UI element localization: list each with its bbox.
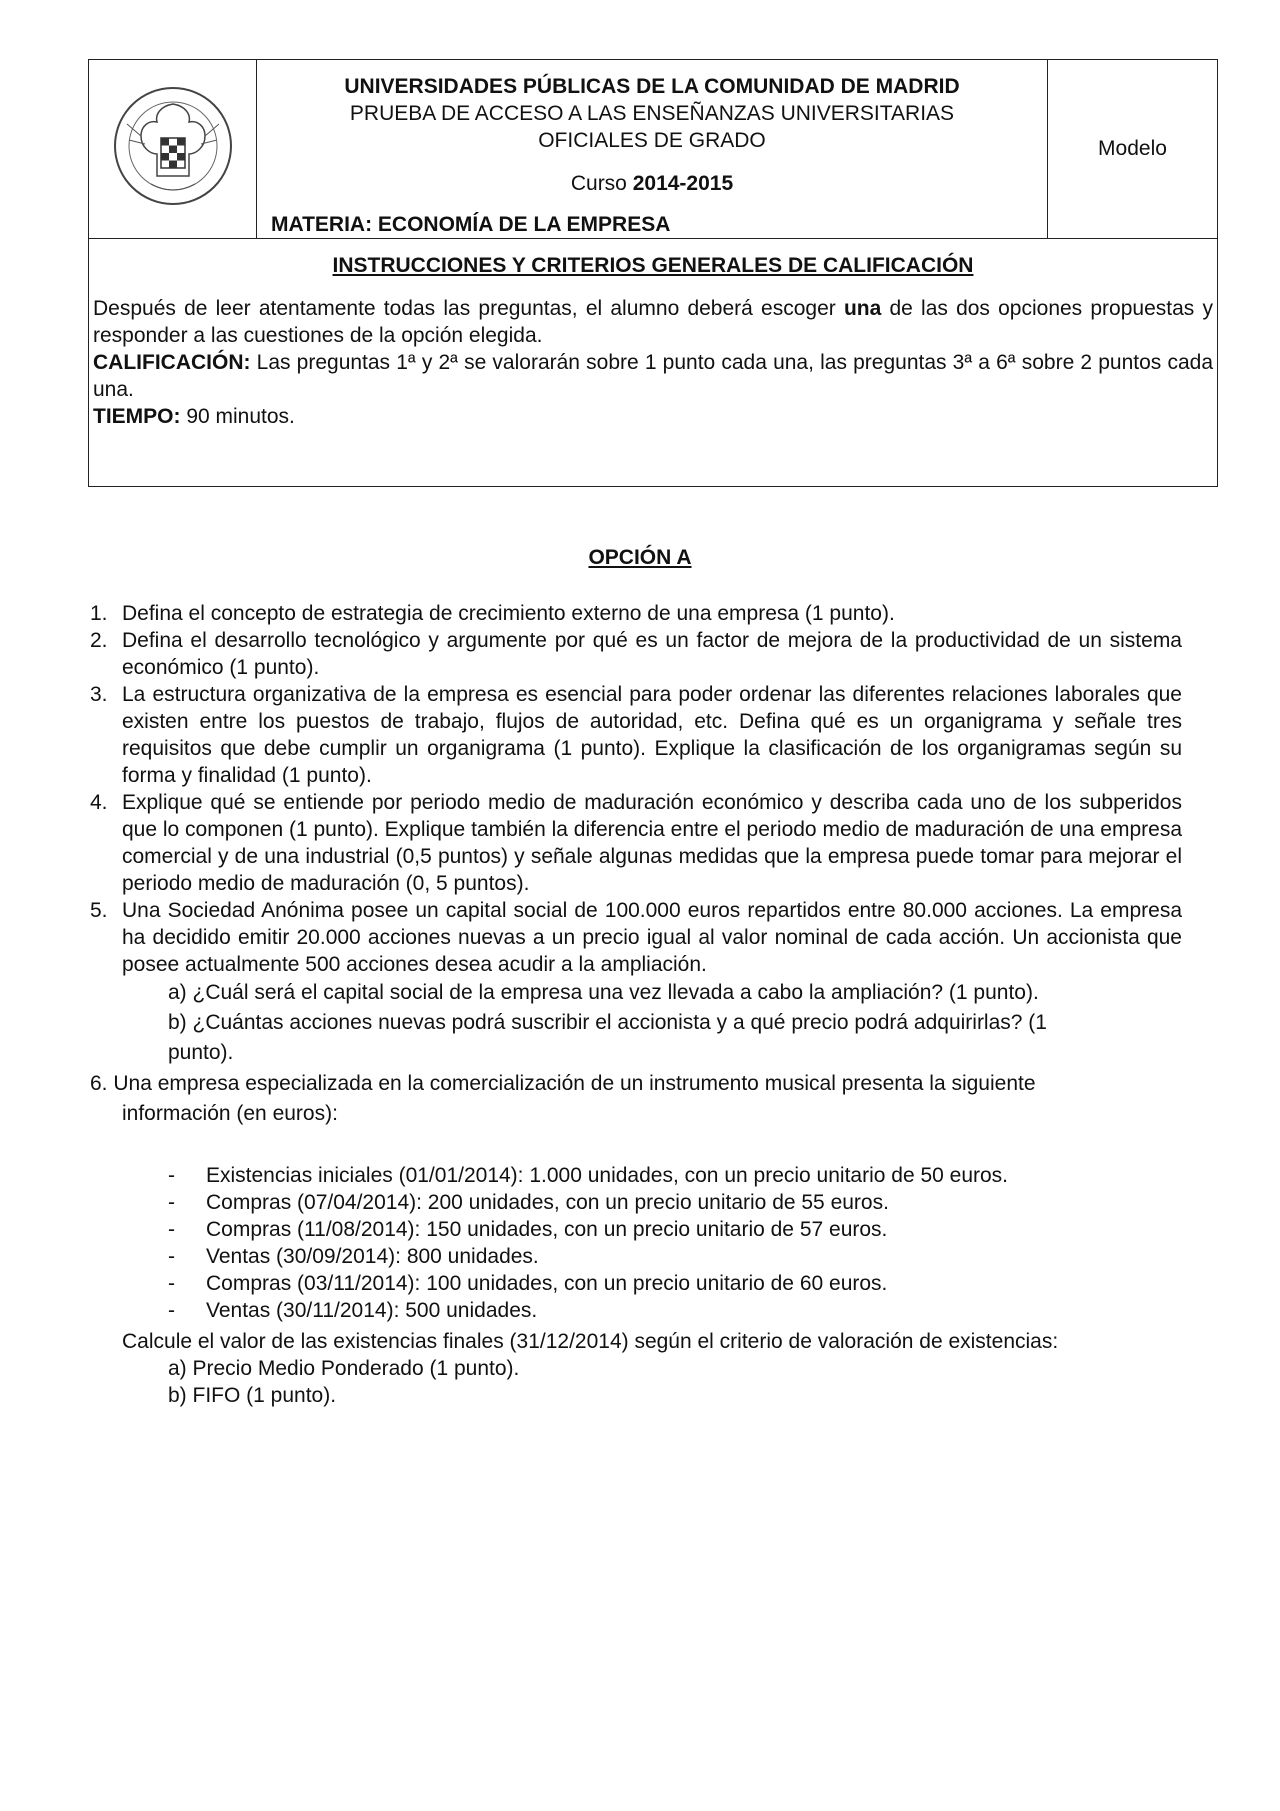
grading-text: Las preguntas 1ª y 2ª se valorarán sobre 1 punto cada una, las preguntas 3ª a 6ª sobre 2 puntos cada una. [93,351,1213,401]
dash-bullet: - [168,1164,175,1187]
instructions-box [88,239,1218,487]
list-item-text: Compras (03/11/2014): 100 unidades, con un precio unitario de 60 euros. [206,1272,888,1295]
question-number: 3. [90,683,108,706]
question-5-sub-b-line1: b) ¿Cuántas acciones nuevas podrá suscribir el accionista y a qué precio podrá adquirirlas? (1 [168,1011,1047,1034]
list-item-text: Ventas (30/11/2014): 500 unidades. [206,1299,538,1322]
university-title: UNIVERSIDADES PÚBLICAS DE LA COMUNIDAD DE MADRID [344,75,960,98]
question-text: Defina el concepto de estrategia de crecimiento externo de una empresa (1 punto). [122,602,895,625]
instructions-text-b: de las dos opciones propuestas y responder a las cuestiones de la opción elegida. [93,297,1213,347]
time-paragraph [93,403,1213,430]
question-6-line2: información (en euros): [122,1102,338,1125]
dash-bullet: - [168,1191,175,1214]
instructions-paragraph [93,295,1213,349]
question-text: La estructura organizativa de la empresa es esencial para poder ordenar las diferentes relaciones laborales que existen entre los puestos de trabajo, flujos de autoridad, etc. Defina qué es un organigrama y señale tres requisitos que debe cumplir un organigrama (1 punto). Explique la clasificación de los organigramas según su forma y finalidad (1 punto). [122,683,1182,787]
dash-bullet: - [168,1245,175,1268]
question-3 [90,681,1182,789]
time-text: 90 minutos. [180,405,295,428]
question-6-sub-b: b) FIFO (1 punto). [168,1384,337,1407]
grading-label: CALIFICACIÓN: [93,351,251,374]
list-item-text: Existencias iniciales (01/01/2014): 1.000 unidades, con un precio unitario de 50 euros. [206,1164,1009,1187]
subject-line: MATERIA: ECONOMÍA DE LA EMPRESA [271,213,671,236]
instructions-body [93,295,1213,430]
instructions-text-a: Después de leer atentamente todas las preguntas, el alumno deberá escoger [93,297,844,320]
question-5 [90,897,1182,978]
model-label: Modelo [1098,137,1167,160]
question-number: 2. [90,629,108,652]
exam-title-line1: PRUEBA DE ACCESO A LAS ENSEÑANZAS UNIVERSITARIAS [349,102,955,125]
list-item-text: Ventas (30/09/2014): 800 unidades. [206,1245,539,1268]
question-6-sub-a: a) Precio Medio Ponderado (1 punto). [168,1357,520,1380]
question-5-sub-a: a) ¿Cuál será el capital social de la empresa una vez llevada a cabo la ampliación? (1 punto). [168,981,1039,1004]
question-4 [90,789,1182,897]
question-text: Defina el desarrollo tecnológico y argumente por qué es un factor de mejora de la productividad de un sistema económico (1 punto). [122,629,1182,679]
header-box [88,59,1218,239]
list-item-text: Compras (11/08/2014): 150 unidades, con un precio unitario de 57 euros. [206,1218,888,1241]
question-5-sub-b-line2: punto). [168,1041,234,1064]
course-year: 2014-2015 [632,172,734,195]
question-6-calc: Calcule el valor de las existencias finales (31/12/2014) según el criterio de valoración de existencias: [122,1330,1059,1353]
list-item-text: Compras (07/04/2014): 200 unidades, con un precio unitario de 55 euros. [206,1191,889,1214]
question-number: 1. [90,602,108,625]
model-cell [1047,60,1217,238]
option-a-title: OPCIÓN A [588,546,692,569]
course-line [257,172,1047,196]
question-6-line1: 6. Una empresa especializada en la comercialización de un instrumento musical presenta la siguiente [90,1072,1036,1095]
instructions-text-bold: una [843,297,882,320]
exam-title-line2: OFICIALES DE GRADO [538,129,766,152]
question-text: Explique qué se entiende por periodo medio de maduración económico y describa cada uno de los subperidos que lo componen (1 punto). Explique también la diferencia entre el periodo medio de maduración de una empresa comercial y de una industrial (0,5 puntos) y señale algunas medidas que la empresa puede tomar para mejorar el periodo medio de maduración (0, 5 puntos). [122,791,1182,895]
header-title-cell [257,60,1047,238]
time-label: TIEMPO: [93,405,181,428]
grading-paragraph [93,349,1213,403]
university-seal-icon [111,84,235,208]
course-label: Curso [570,172,627,195]
question-1 [90,600,1182,627]
question-2 [90,627,1182,681]
question-text: Una Sociedad Anónima posee un capital social de 100.000 euros repartidos entre 80.000 acciones. La empresa ha decidido emitir 20.000 acciones nuevas a un precio igual al valor nominal de cada acción. Un accionista que posee actualmente 500 acciones desea acudir a la ampliación. [122,899,1182,976]
dash-bullet: - [168,1272,175,1295]
logo-cell [89,60,257,238]
dash-bullet: - [168,1218,175,1241]
question-number: 4. [90,791,108,814]
dash-bullet: - [168,1299,175,1322]
instructions-title: INSTRUCCIONES Y CRITERIOS GENERALES DE CALIFICACIÓN [332,254,974,277]
question-number: 5. [90,899,108,922]
